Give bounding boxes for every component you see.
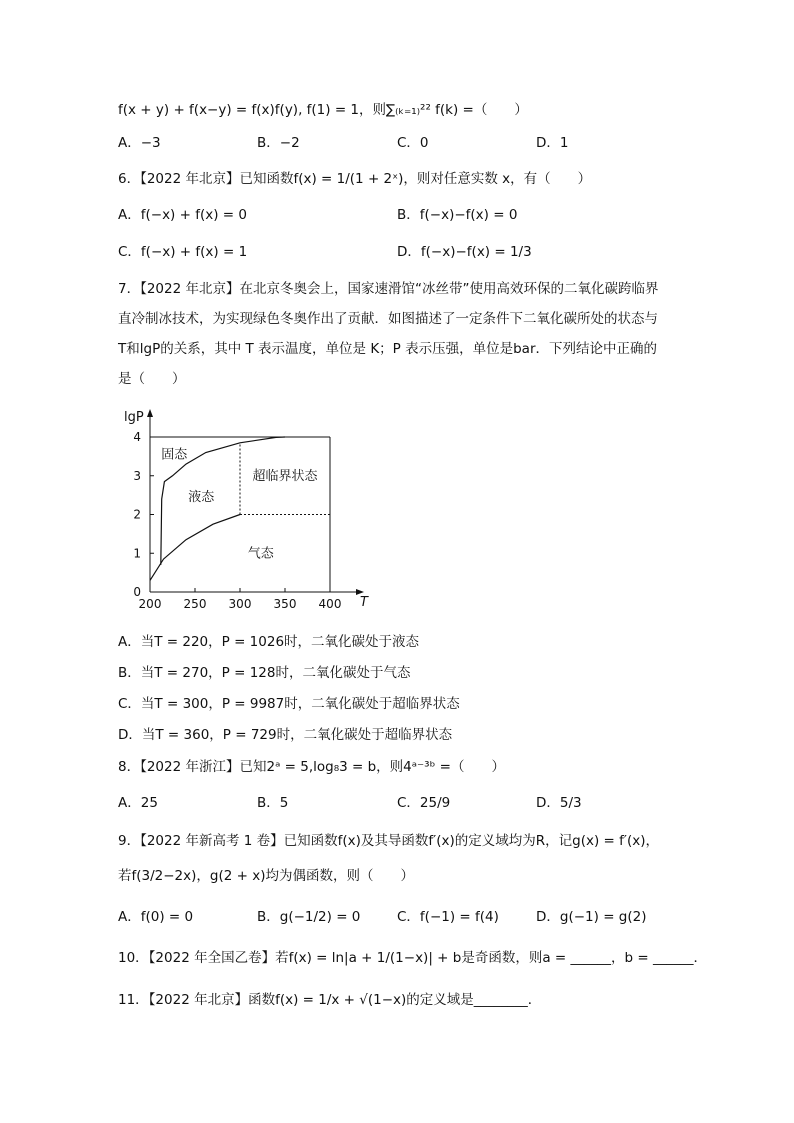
phase-diagram-chart [120,402,380,624]
q8-option-b[interactable]: B．5 [257,795,289,811]
q6-option-c[interactable]: C．f(−x) + f(x) = 1 [118,244,248,260]
y-tick-label: 3 [133,468,141,483]
q9-stem-line-2: 若f(3/2−2x)，g(2 + x)均为偶函数，则（ ） [118,868,414,884]
region-label: 气态 [247,546,274,562]
y-axis-label: lgP [124,410,144,425]
q7-option-a[interactable]: A．当T = 220，P = 1026时，二氧化碳处于液态 [118,634,420,650]
q6-stem: 6．【2022 年北京】已知函数f(x) = 1/(1 + 2ˣ)，则对任意实数 x，有（ ） [118,171,592,187]
y-tick-label: 2 [133,507,141,522]
q9-option-a[interactable]: A．f(0) = 0 [118,909,194,925]
q8-stem: 8．【2022 年浙江】已知2ᵃ = 5,log₈3 = b，则4ᵃ⁻³ᵇ =（ ） [118,759,505,775]
region-label: 液态 [188,490,215,506]
q8-option-d[interactable]: D．5/3 [536,795,582,811]
q6-option-d[interactable]: D．f(−x)−f(x) = 1/3 [397,244,532,260]
q8-option-a[interactable]: A．25 [118,795,158,811]
y-tick-label: 4 [133,430,141,444]
q7-stem-line-3: T和lgP的关系，其中 T 表示温度，单位是 K；P 表示压强，单位是bar．下列结论中正确的 [118,341,658,357]
region-label: 超临界状态 [252,468,318,484]
q10-stem: 10．【2022 年全国乙卷】若f(x) = ln|a + 1/(1−x)| + b是奇函数，则a = ______，b = ______． [118,950,707,966]
q5-option-c[interactable]: C．0 [397,135,429,151]
x-tick-label: 200 [138,597,162,611]
q5-option-a[interactable]: A．−3 [118,135,161,151]
q6-option-b[interactable]: B．f(−x)−f(x) = 0 [397,207,518,223]
q5-option-d[interactable]: D．1 [536,135,569,151]
q5-formula-line: f(x + y) + f(x−y) = f(x)f(y), f(1) = 1，则∑₍ₖ₌₁₎²² f(k) =（ ） [118,102,528,118]
chart-axes [124,409,369,611]
q7-stem-line-1: 7．【2022 年北京】在北京冬奥会上，国家速滑馆“冰丝带”使用高效环保的二氧化碳跨临界 [118,281,659,297]
q11-stem: 11．【2022 年北京】函数f(x) = 1/x + √(1−x)的定义域是________． [118,992,542,1008]
q9-option-d[interactable]: D．g(−1) = g(2) [536,909,647,925]
x-tick-label: 350 [273,597,297,611]
q9-stem-line-1: 9．【2022 年新高考 1 卷】已知函数f(x)及其导函数f′(x)的定义域均为R，记g(x) = f′(x)， [118,833,659,849]
x-axis-label: T [360,595,368,610]
q6-option-a[interactable]: A．f(−x) + f(x) = 0 [118,207,247,223]
q7-stem-line-2: 直冷制冰技术，为实现绿色冬奥作出了贡献．如图描述了一定条件下二氧化碳所处的状态与 [118,311,658,327]
q5-option-b[interactable]: B．−2 [257,135,300,151]
region-label: 固态 [161,447,188,463]
q7-option-d[interactable]: D．当T = 360，P = 729时，二氧化碳处于超临界状态 [118,727,453,743]
series-liquid-gas-boundary [150,515,240,581]
y-tick-label: 1 [133,546,141,561]
q7-option-c[interactable]: C．当T = 300，P = 9987时，二氧化碳处于超临界状态 [118,696,460,712]
y-axis-arrow [147,409,153,417]
q9-option-c[interactable]: C．f(−1) = f(4) [397,909,499,925]
q7-stem-line-4: 是（ ） [118,371,186,387]
x-tick-label: 400 [318,597,342,611]
y-tick-label: 0 [133,585,141,599]
x-tick-label: 250 [183,597,207,611]
q8-option-c[interactable]: C．25/9 [397,795,451,811]
q7-option-b[interactable]: B．当T = 270，P = 128时，二氧化碳处于气态 [118,665,411,681]
x-tick-label: 300 [228,597,252,611]
q9-option-b[interactable]: B．g(−1/2) = 0 [257,909,361,925]
